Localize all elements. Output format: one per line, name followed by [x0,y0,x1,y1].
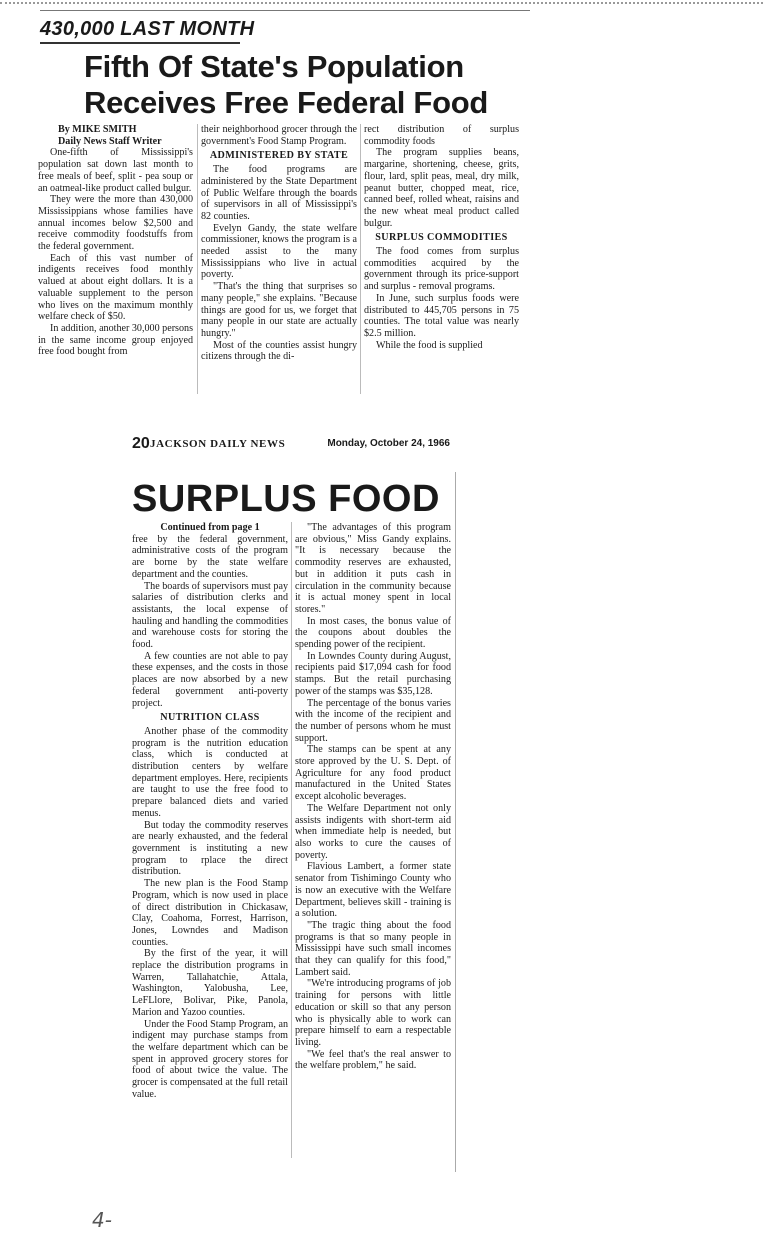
paragraph: Under the Food Stamp Program, an indigent may purchase stamps from the welfare department which can be spent in approved grocery stores for food of about twice the value. The grocer is compensated at the full retail value. [132,1018,288,1100]
clip1-column-3 [364,124,519,351]
paragraph: The food comes from surplus commodities acquired by the government through its price-support and surplus - removal programs. [364,246,519,293]
column-divider [360,124,361,394]
paragraph: The program supplies beans, margarine, shortening, cheese, grits, flour, lard, split peas, meal, dry milk, peanut butter, chopped meat, rice, canned beef, rolled wheat, raisins and the new wheat meal product called bulgur. [364,147,519,229]
headline-line-2: Receives Free Federal Food [84,85,488,120]
kicker-underline [40,42,240,44]
paragraph: In addition, another 30,000 persons in the same income group enjoyed free food bought from [38,322,193,358]
page-folio [132,436,450,454]
clip1-column-2 [201,124,357,363]
column-divider [197,124,198,394]
clip1-column-1 [38,124,193,358]
paragraph: But today the commodity reserves are nearly exhausted, and the federal government is instituting a new program to rplace the direct distribution. [132,819,288,878]
top-rule [40,10,530,11]
paragraph: free by the federal government, administrative costs of the program are borne by the state welfare department and the counties. [132,533,288,580]
byline-title: Daily News Staff Writer [58,135,162,147]
subhead: SURPLUS COMMODITIES [375,232,508,244]
clip2-column-1 [132,522,288,1100]
paragraph: Most of the counties assist hungry citizens through the di- [201,339,357,363]
paragraph: In June, such surplus foods were distributed to 445,705 persons in 75 counties. The total value was nearly $2.5 million. [364,292,519,339]
newspaper-name: JACKSON DAILY NEWS [150,438,286,450]
paragraph: The boards of supervisors must pay salaries of distribution clerks and assistants, the local expense of hauling and handling the commodities and warehouse costs for storing the food. [132,580,288,651]
issue-date: Monday, October 24, 1966 [327,438,450,449]
paragraph: The Welfare Department not only assists indigents with short-term aid when immediate help is needed, but also works to cure the causes of poverty. [295,802,451,861]
paragraph: One-fifth of Mississippi's population sat down last month to free meals of beef, split - pea soup or an oatmeal-like product called bulgur. [38,147,193,194]
paragraph: The stamps can be spent at any store approved by the U. S. Dept. of Agriculture for any food product manufactured in the United States except alcoholic beverages. [295,744,451,803]
headline-line-1: Fifth Of State's Population [84,49,464,84]
byline: By MIKE SMITH [58,124,137,135]
paragraph: their neighborhood grocer through the government's Food Stamp Program. [201,124,357,147]
subhead: NUTRITION CLASS [160,712,260,724]
paragraph: The food programs are administered by the State Department of Public Welfare through the boards of supervisors in all of Mississippi's 82 counties. [201,164,357,222]
paragraph: Evelyn Gandy, the state welfare commissioner, knows the program is a needed assist to the many Mississippians who live in actual poverty. [201,222,357,281]
handwritten-note: 4- [92,1208,112,1232]
paragraph: By the first of the year, it will replace the distribution programs in Warren, Tallahatchie, Attala, Washington, Yalobusha, Lee, LeFLlore, Bolivar, Pike, Panola, Marion and Yazoo counties. [132,948,288,1018]
paragraph: While the food is supplied [376,339,483,351]
paragraph: In Lowndes County during August, recipients paid $17,094 cash for food stamps. But the retail purchasing power of the stamps was $35,128. [295,650,451,697]
top-dotted-edge [0,2,763,4]
clipping-edge [455,472,456,1172]
paragraph: "That's the thing that surprises so many people," she explains. "Because things are good for us, we forget that many people in our state are actually hungry." [201,281,357,339]
paragraph: They were the more than 430,000 Mississippians whose families have annual incomes below $2,500 and receive commodity foodstuffs from the federal government. [38,194,193,253]
paragraph: A few counties are not able to pay these expenses, and the costs in those places are now absorbed by a new federal government anti-poverty project. [132,650,288,709]
paragraph: The percentage of the bonus varies with the income of the recipient and the number of persons whom he must support. [295,697,451,744]
paragraph: Flavious Lambert, a former state senator from Tishimingo County who is now an executive with the Welfare Department, believes skill - training is a solution. [295,861,451,920]
headline-surplus-food: SURPLUS FOOD [132,478,440,520]
paragraph: "The advantages of this program are obvious," Miss Gandy explains. "It is necessary because the commodity reserves are exhausted, but in addition it puts cash in circulation in the community because it is actual money spent in local stores." [295,522,451,615]
kicker-headline: 430,000 LAST MONTH [40,18,255,40]
paragraph: Another phase of the commodity program is the nutrition education class, which is conducted at distribution centers by welfare department employes. Here, recipients are taught to use the free food to prepare balanced diets and varied menus. [132,725,288,819]
paragraph: In most cases, the bonus value of the coupons about doubles the spending power of the recipient. [295,615,451,651]
paragraph: "We're introducing programs of job training for persons with little education or skill so that any person who is physically able to work can prepare himself to earn a respectable living. [295,978,451,1048]
paragraph: The new plan is the Food Stamp Program, which is now used in place of direct distribution in Chickasaw, Clay, Coahoma, Forrest, Harrison, Jones, Lowndes and Madison counties. [132,878,288,948]
paragraph: Each of this vast number of indigents receives food monthly valued at about eight dollars. It is a valuable supplement to the person who lives on the maximum monthly welfare check of $50. [38,252,193,323]
paragraph: "The tragic thing about the food programs is that so many people in Mississippi have such small incomes that they can qualify for this food," Lambert said. [295,919,451,978]
paragraph: "We feel that's the real answer to the welfare problem," he said. [295,1048,451,1072]
page-number: 20 [132,435,150,452]
paragraph: rect distribution of surplus commodity foods [364,124,519,147]
subhead: ADMINISTERED BY STATE [209,150,349,162]
continued-label: Continued from page 1 [160,522,260,533]
clip2-column-2 [295,522,451,1072]
column-divider [291,522,292,1158]
